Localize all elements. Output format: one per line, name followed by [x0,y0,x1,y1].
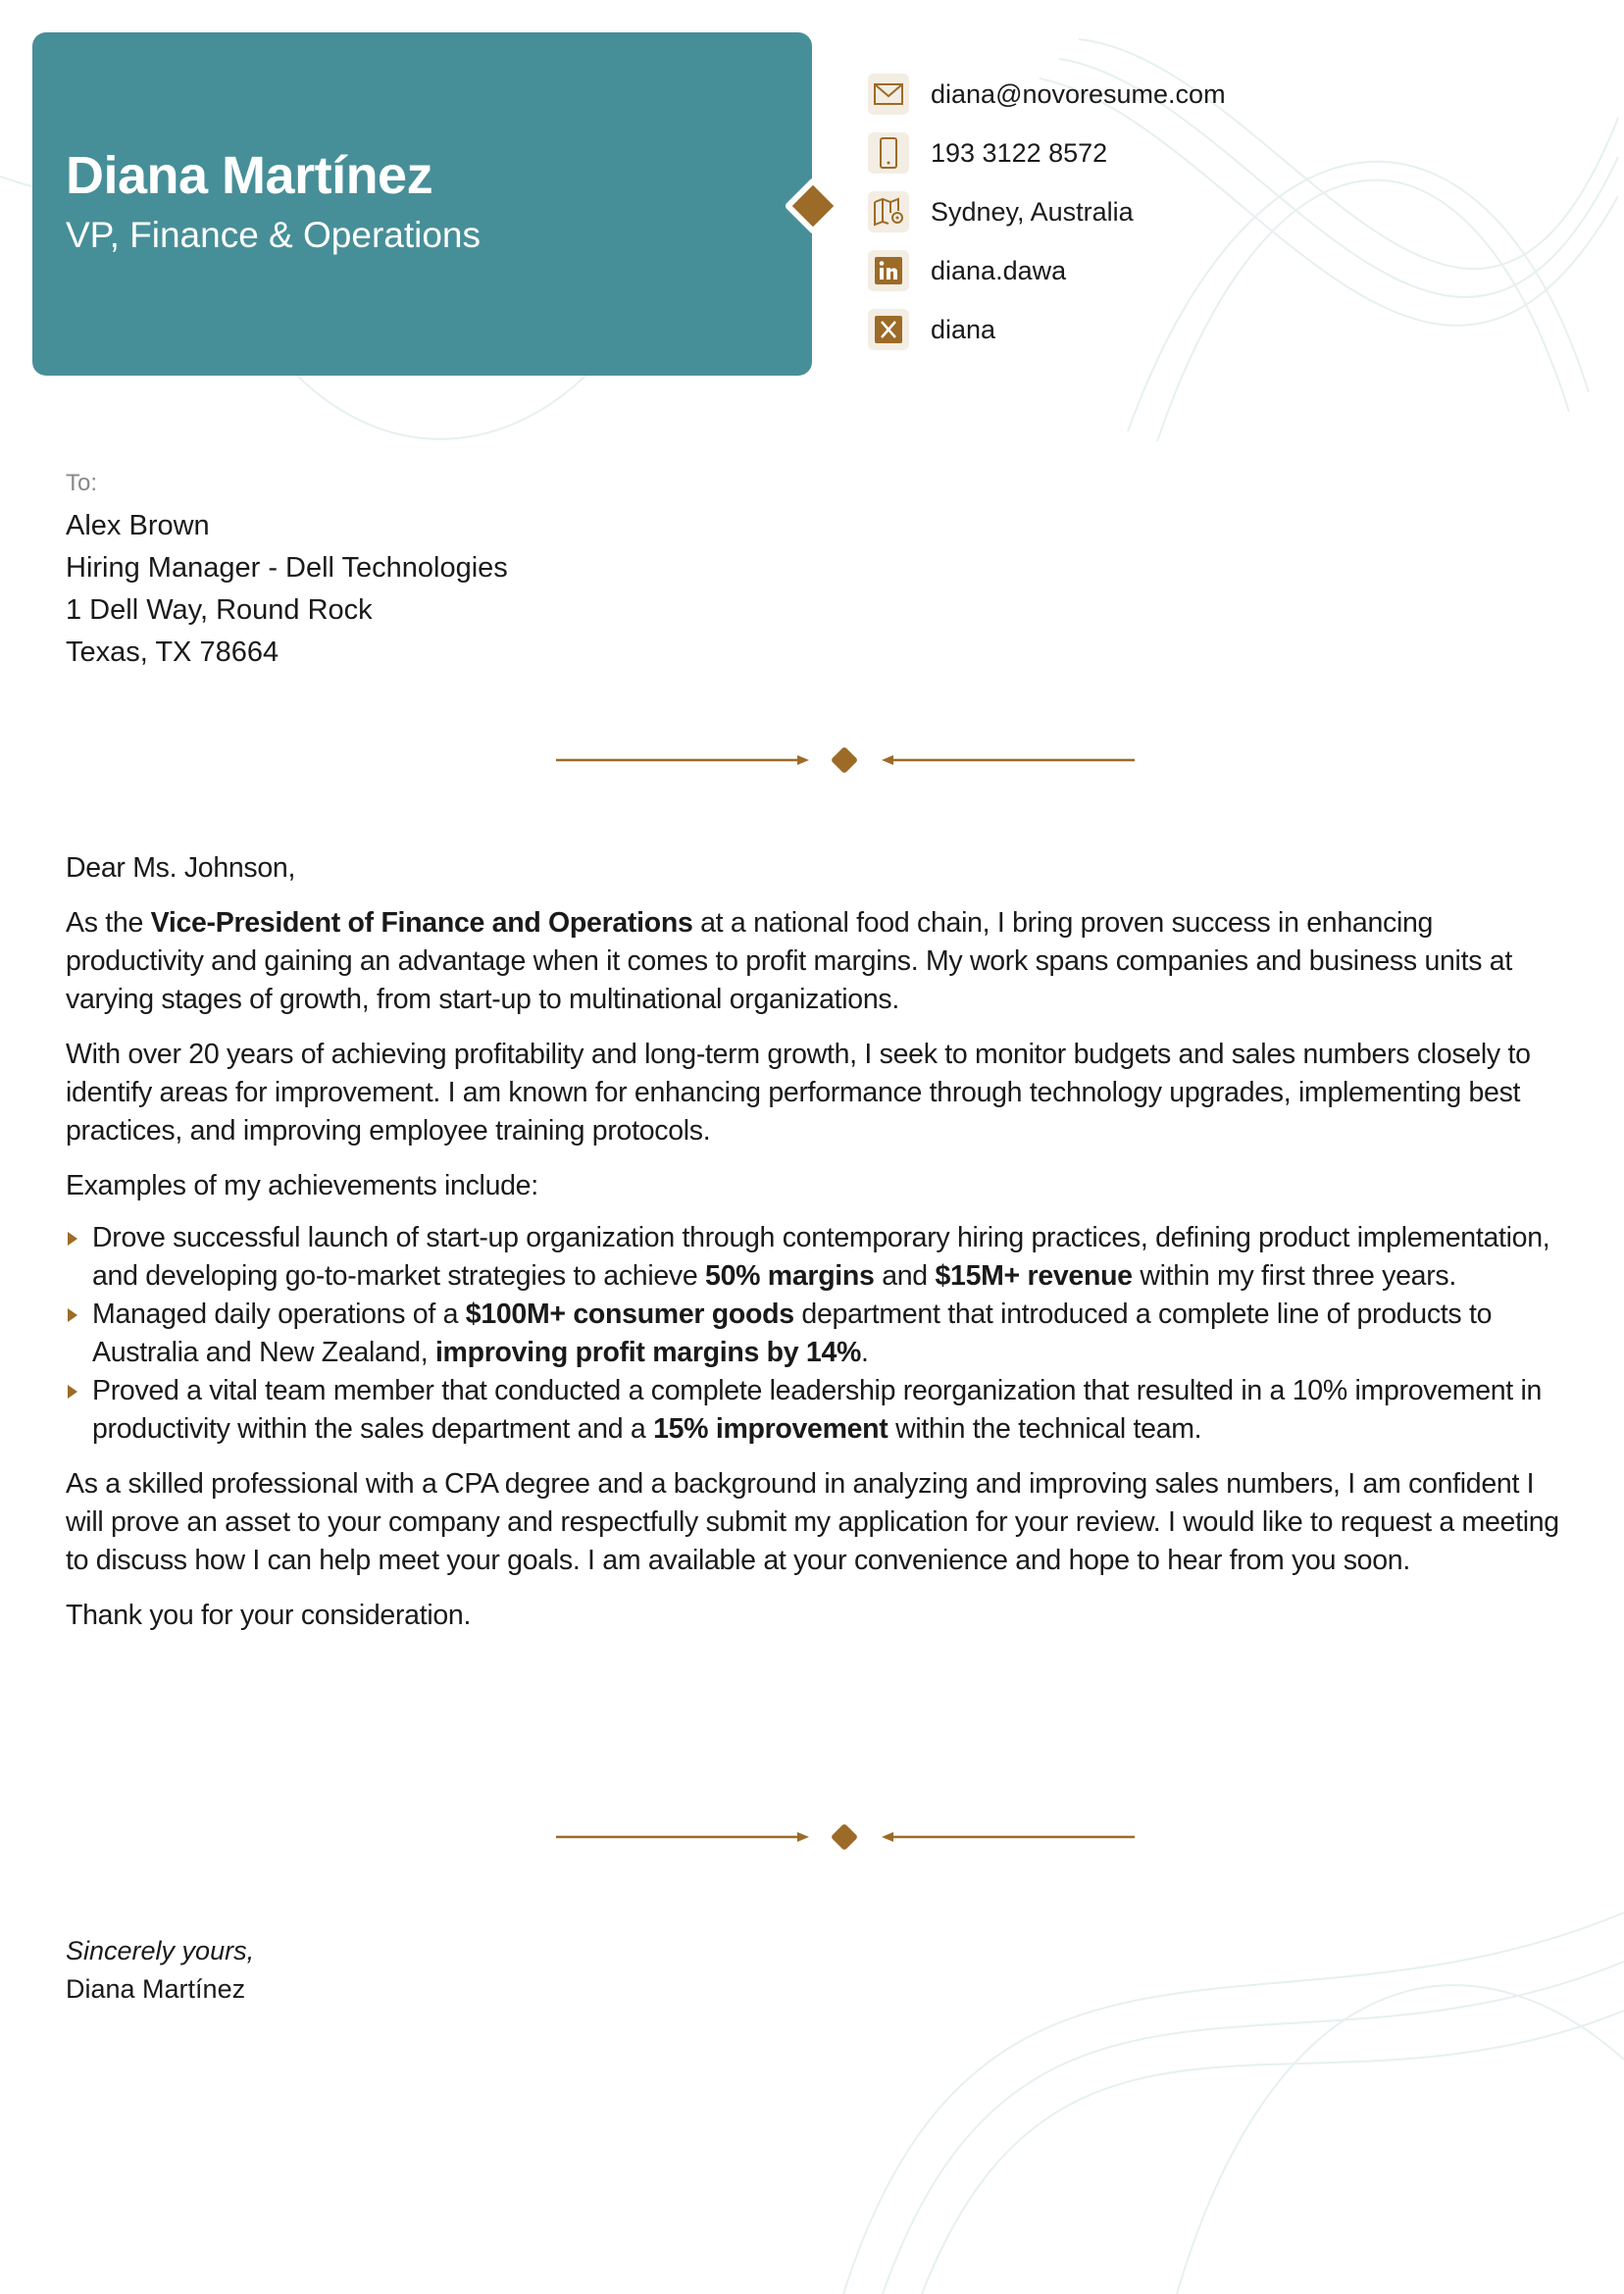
candidate-title: VP, Finance & Operations [66,215,482,255]
paragraph-4: Thank you for your consideration. [66,1600,472,1631]
text-segment: Managed daily operations of a [92,1299,466,1330]
text-segment: Drove successful launch of start-up organization through contemporary hiring practices, defining product implementation, and developing go-to-market strategies to achieve [92,1222,1550,1292]
text-segment: within the technical team. [888,1413,1202,1445]
candidate-name: Diana Martínez [66,146,433,205]
text-segment: at a national food chain, I bring proven success in enhancing productivity and gaining an advantage when it comes to profit margins. My work spans companies and business units at varying stages of growth, from start-up to multinational organizations. [66,907,1512,1015]
contact-linkedin[interactable] [868,241,1226,300]
section-divider [556,745,1135,775]
letter-body [66,849,1564,1652]
bold-text: 15% improvement [653,1413,888,1445]
bold-text: Vice-President of Finance and Operations [150,907,693,939]
paragraph-2: With over 20 years of achieving profitability and long-term growth, I seek to monitor budgets and sales numbers closely to identify areas for improvement. I am known for enhancing performance through technology upgrades, implementing best practices, and improving employee training protocols. [66,1039,1531,1147]
recipient-block [66,470,508,674]
contact-phone-text: 193 3122 8572 [931,137,1108,168]
greeting: Dear Ms. Johnson, [66,852,296,884]
list-item [66,1372,1564,1449]
map-pin-icon [868,191,909,232]
contact-linkedin-text: diana.dawa [931,255,1067,285]
bold-text: improving profit margins by 14% [434,1337,862,1368]
bullet-text [92,1375,1542,1445]
header-banner [32,32,812,376]
achievements-list [66,1219,1564,1449]
text-segment: . [861,1337,869,1368]
section-divider [556,1822,1135,1852]
text-segment: Proved a vital team member that conducted a complete leadership reorganization that resulted in a 10% improvement in productivity within the sales department and a [92,1375,1543,1445]
phone-icon [868,132,909,174]
contact-list [868,65,1226,359]
contact-location [868,182,1226,241]
examples-intro: Examples of my achievements include: [66,1170,538,1201]
sign-off: Sincerely yours, [66,1936,255,1965]
recipient-street: 1 Dell Way, Round Rock [66,594,373,626]
bullet-triangle-icon [68,1385,77,1399]
recipient-label: To: [66,470,98,496]
contact-x[interactable] [868,300,1226,359]
text-segment: department that introduced a complete line of products to Australia and New Zealand, [92,1299,1493,1368]
text-segment: within my first three years. [1132,1260,1456,1292]
bold-text: 50% margins [705,1260,875,1292]
bullet-text [92,1299,1492,1368]
recipient-name: Alex Brown [66,510,210,541]
bold-text: $100M+ consumer goods [465,1299,794,1330]
envelope-icon [868,74,909,115]
bold-text: $15M+ revenue [935,1260,1133,1292]
linkedin-icon [868,250,909,291]
bullet-triangle-icon [68,1232,77,1246]
x-twitter-icon [868,309,909,350]
closing-block [66,1932,254,2009]
signature-name: Diana Martínez [66,1974,246,2004]
contact-email[interactable] [868,65,1226,124]
contact-location-text: Sydney, Australia [931,196,1134,227]
paragraph-1 [66,904,1564,1019]
list-item [66,1296,1564,1372]
text-segment: As the [66,907,151,939]
paragraph-3: As a skilled professional with a CPA degree and a background in analyzing and improving sales numbers, I am confident I will prove an asset to your company and respectfully submit my application for your review. I would like to request a meeting to discuss how I can help meet your goals. I am available at your convenience and hope to hear from you soon. [66,1468,1559,1576]
contact-x-text: diana [931,314,996,344]
contact-email-text: diana@novoresume.com [931,78,1226,109]
recipient-position: Hiring Manager - Dell Technologies [66,552,508,584]
bullet-triangle-icon [68,1308,77,1322]
list-item [66,1219,1564,1296]
recipient-city: Texas, TX 78664 [66,637,279,668]
text-segment: and [874,1260,936,1292]
contact-phone[interactable] [868,124,1226,182]
bullet-text [92,1222,1549,1292]
